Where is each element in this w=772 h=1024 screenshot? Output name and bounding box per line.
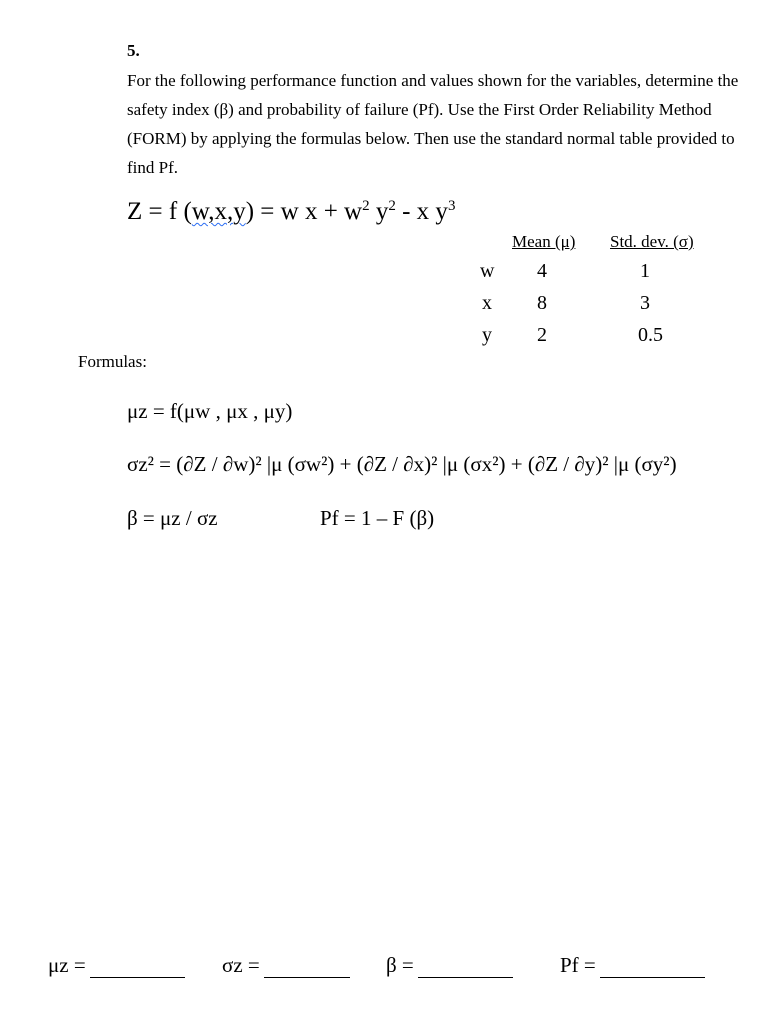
answer-pf-blank[interactable] (600, 957, 705, 978)
function-rhs-a: ) = w x + w (245, 198, 363, 225)
answer-pf-label: Pf = (560, 953, 596, 977)
table-row-var: x (482, 292, 492, 314)
answer-pf (560, 953, 705, 978)
table-header-std: Std. dev. (σ) (610, 232, 694, 251)
exp-y2: 2 (388, 198, 396, 214)
formula-mean-z: μz = f(μw , μx , μy) (127, 399, 293, 423)
table-row-var: y (482, 324, 492, 346)
question-text (127, 66, 747, 182)
answer-mu-z-label: μz = (48, 953, 86, 977)
answer-sigma-z-blank[interactable] (264, 957, 350, 978)
table-row-mean: 2 (537, 324, 547, 346)
function-rhs-c: - x y (395, 198, 448, 225)
function-rhs-b: y (369, 198, 389, 225)
table-row-std: 3 (640, 292, 650, 314)
question-paragraph: For the following performance function and values shown for the variables, determine the safety index (β) and probability of failure (Pf). Use the First Order Reliability Method (FORM) by applying the formulas below. Then use the standard normal table provided to find Pf. (127, 71, 739, 177)
exp-y3: 3 (447, 198, 456, 214)
answer-beta (386, 953, 513, 978)
answer-beta-blank[interactable] (418, 957, 513, 978)
question-number: 5. (127, 41, 140, 60)
function-args: w,x,y (191, 198, 246, 225)
formula-beta: β = μz / σz (127, 506, 218, 530)
table-row-mean: 4 (537, 260, 547, 282)
table-row-std: 0.5 (638, 324, 663, 346)
formula-pf: Pf = 1 – F (β) (320, 506, 435, 530)
performance-function (127, 198, 455, 226)
table-row-std: 1 (640, 260, 650, 282)
table-row-mean: 8 (537, 292, 547, 314)
answer-sigma-z-label: σz = (222, 953, 260, 977)
formula-sigma-z: σz² = (∂Z / ∂w)² |μ (σw²) + (∂Z / ∂x)² |μ (σx²) + (∂Z / ∂y)² |μ (σy²) (127, 452, 677, 476)
answer-mu-z-blank[interactable] (90, 957, 185, 978)
answer-beta-label: β = (386, 953, 414, 977)
formulas-label: Formulas: (78, 352, 147, 371)
table-header-mean: Mean (μ) (512, 232, 576, 251)
exp-w: 2 (362, 198, 370, 214)
answer-mu-z (48, 953, 185, 978)
table-row-var: w (480, 260, 495, 282)
function-lhs: Z = f ( (127, 198, 192, 225)
answer-sigma-z (222, 953, 350, 978)
